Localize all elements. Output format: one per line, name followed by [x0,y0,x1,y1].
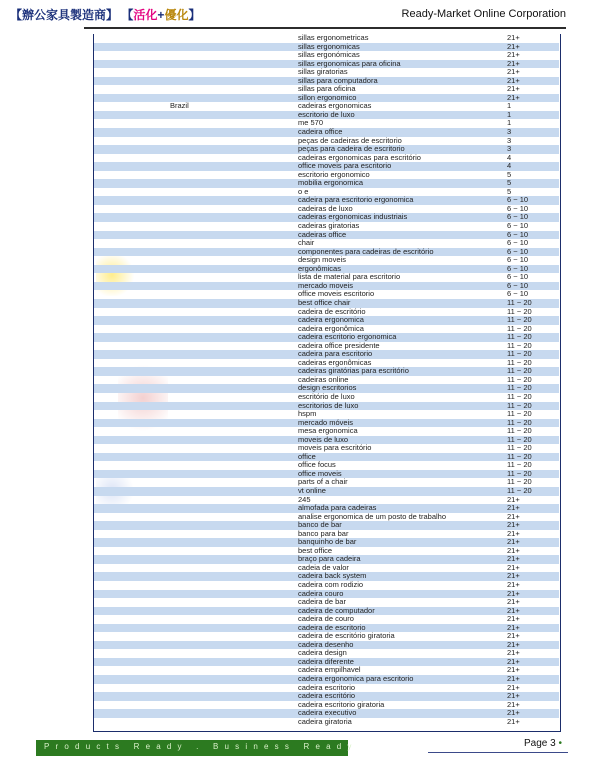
count-cell: 3 [507,135,512,145]
count-cell: 6 ~ 10 [507,263,529,273]
keyword-table [94,34,559,726]
keyword-cell: cadeira com rodizio [298,580,364,589]
count-cell: 21+ [507,691,520,701]
keyword-cell: cadeira de escritorio [298,622,366,632]
keyword-cell: parts of a chair [298,477,348,487]
keyword-cell: analise ergonomica de um posto de trabalho [298,511,447,521]
keyword-cell: cadeira escritório [298,691,356,701]
count-cell: 21+ [507,588,520,598]
keyword-cell: cadeira giratoria [298,716,352,726]
count-cell: 21+ [507,665,520,675]
keyword-cell: braço para cadeira [298,554,361,564]
keyword-cell: o e [298,186,309,196]
keyword-cell: peças de cadeiras de escritorio [298,135,402,145]
keyword-cell: cadeiras office [298,229,347,239]
keyword-cell: sillas giratorias [298,67,348,77]
header-divider [84,27,566,29]
keyword-cell: office [298,451,316,461]
keyword-cell: sillas para oficina [298,84,356,94]
count-cell: 11 ~ 20 [507,443,532,453]
keyword-cell: cadeira diferente [298,656,354,666]
count-cell: 21+ [507,75,520,85]
slogan-part-b: 優化 [164,8,189,22]
table-row [94,111,559,120]
keyword-cell: cadeira para escritorio [298,349,373,359]
keyword-cell: peças para cadeira de escritorio [298,144,405,154]
count-cell: 11 ~ 20 [507,460,532,470]
count-cell: 11 ~ 20 [507,468,532,478]
keyword-cell: cadeira desenho [298,639,354,649]
page-label: Page 3 [524,738,556,749]
keyword-cell: banco de bar [298,520,342,530]
keyword-cell: mercado móveis [298,417,354,427]
count-cell: 11 ~ 20 [507,306,532,316]
keyword-cell: cadeira design [298,648,347,658]
page-header [0,0,600,30]
keyword-cell: cadeira empilhavel [298,665,361,675]
keyword-cell: office moveis para escritorio [298,161,392,171]
table-row [94,444,559,453]
keyword-cell: cadeiras giratórias para escritório [298,366,409,376]
keyword-cell: cadeiras giratorias [298,221,360,231]
count-cell: 11 ~ 20 [507,315,532,325]
keyword-cell: escritório de luxo [298,391,355,401]
table-row [94,231,559,240]
keyword-cell: mercado moveis [298,280,354,290]
count-cell: 21+ [507,597,520,607]
count-cell: 4 [507,161,512,171]
keyword-cell: cadeiras ergonomicas [298,101,372,111]
count-cell: 6 ~ 10 [507,203,529,213]
count-cell: 21+ [507,528,520,538]
count-cell: 6 ~ 10 [507,255,529,265]
keyword-cell: chair [298,238,315,248]
slogan-part-a: 活化 [133,8,158,22]
header-company-en: Ready-Market Online Corporation [401,8,566,20]
count-cell: 21+ [507,503,520,513]
keyword-cell: almofada para cadeiras [298,503,377,513]
count-cell: 6 ~ 10 [507,272,529,282]
keyword-cell: componentes para cadeiras de escritório [298,246,434,256]
count-cell: 6 ~ 10 [507,221,529,231]
footer-divider [428,752,568,753]
keyword-cell: ergonômicas [298,263,341,273]
count-cell: 11 ~ 20 [507,349,532,359]
keyword-cell: cadeira ergonomica para escritorio [298,674,414,684]
keyword-cell: moveis para escritório [298,443,372,453]
keyword-cell: banco para bar [298,528,349,538]
keyword-cell: cadeiras online [298,374,349,384]
count-cell: 11 ~ 20 [507,426,532,436]
count-cell: 21+ [507,545,520,555]
keyword-cell: cadeira escritorio giratoria [298,699,385,709]
table-row [94,718,559,727]
keyword-cell: escritorios de luxo [298,400,359,410]
count-cell: 21+ [507,580,520,589]
count-cell: 4 [507,152,512,162]
count-cell: 6 ~ 10 [507,195,529,205]
count-cell: 11 ~ 20 [507,477,532,487]
count-cell: 11 ~ 20 [507,366,532,376]
keyword-cell: mesa ergonomica [298,426,358,436]
keyword-cell: best office chair [298,297,351,307]
count-cell: 21+ [507,699,520,709]
keyword-cell: cadeira ergonomica [298,315,364,325]
count-cell: 11 ~ 20 [507,485,532,495]
keyword-cell: cadeira couro [298,588,344,598]
keyword-cell: cadeia de valor [298,562,349,572]
count-cell: 21+ [507,656,520,666]
count-cell: 5 [507,186,512,196]
count-cell: 21+ [507,648,520,658]
count-cell: 21+ [507,639,520,649]
slogan-bracket-close: 】 [188,8,201,22]
count-cell: 21+ [507,41,520,51]
keyword-cell: cadeira para escritorio ergonomica [298,195,414,205]
count-cell: 5 [507,178,512,188]
count-cell: 21+ [507,33,520,42]
count-cell: 21+ [507,708,520,718]
header-bracket-close: 】 [106,8,119,22]
count-cell: 21+ [507,554,520,564]
count-cell: 21+ [507,605,520,615]
count-cell: 21+ [507,84,520,94]
count-cell: 11 ~ 20 [507,391,532,401]
count-cell: 11 ~ 20 [507,451,532,461]
keyword-cell: cadeira de escritório [298,306,366,316]
keyword-cell: office focus [298,460,336,470]
count-cell: 1 [507,101,512,111]
keyword-cell: best office [298,545,333,555]
keyword-cell: lista de material para escritorio [298,272,401,282]
keyword-cell: office moveis [298,468,342,478]
count-cell: 21+ [507,537,520,547]
header-bracket-open: 【 [10,8,23,22]
keyword-cell: escritorio de luxo [298,109,355,119]
footer-tagline: Products Ready . Business Ready [44,742,358,751]
header-company-cn: 辦公家具製造商 [22,8,107,22]
keyword-cell: cadeira de computador [298,605,375,615]
count-cell: 11 ~ 20 [507,409,532,419]
count-cell: 11 ~ 20 [507,340,532,350]
keyword-cell: escritorio ergonomico [298,169,370,179]
count-cell: 21+ [507,494,520,504]
keyword-cell: mobilia ergonomica [298,178,364,188]
table-row [94,487,559,496]
count-cell: 11 ~ 20 [507,357,532,367]
count-cell: 11 ~ 20 [507,332,532,342]
keyword-cell: cadeira de bar [298,597,346,607]
count-cell: 21+ [507,614,520,624]
keyword-cell: me 570 [298,118,324,128]
count-cell: 21+ [507,562,520,572]
keyword-cell: cadeira office [298,127,343,137]
keyword-cell: cadeira escritorio ergonomica [298,332,397,342]
keyword-cell: cadeira office presidente [298,340,380,350]
header-title-cn [10,6,200,23]
count-cell: 11 ~ 20 [507,297,532,307]
count-cell: 6 ~ 10 [507,280,529,290]
count-cell: 11 ~ 20 [507,400,532,410]
count-cell: 21+ [507,92,520,102]
count-cell: 21+ [507,631,520,641]
count-cell: 21+ [507,682,520,692]
count-cell: 11 ~ 20 [507,417,532,427]
keyword-cell: sillon ergonomico [298,92,357,102]
count-cell: 6 ~ 10 [507,238,529,248]
slogan-bracket-open: 【 [121,8,134,22]
keyword-cell: 245 [298,494,311,504]
keyword-cell: sillas ergonomicas [298,41,360,51]
count-cell: 11 ~ 20 [507,323,532,333]
table-row [94,402,559,411]
keyword-cell: hspm [298,409,317,419]
footer-tagline-bar [36,740,358,756]
count-cell: 21+ [507,58,520,68]
keyword-cell: cadeiras ergonômicas [298,357,372,367]
keyword-cell: cadeira escritorio [298,682,356,692]
count-cell: 21+ [507,622,520,632]
keyword-cell: cadeiras ergonomicas para escritório [298,152,421,162]
keyword-cell: office moveis escritorio [298,289,375,299]
keyword-cell: sillas ergonomicas para oficina [298,58,401,68]
count-cell: 21+ [507,716,520,726]
keyword-cell: cadeira de escritório giratoria [298,631,395,641]
count-cell: 11 ~ 20 [507,383,532,393]
keyword-cell: sillas ergonometricas [298,33,369,42]
count-cell: 21+ [507,520,520,530]
page-number [524,738,562,749]
count-cell: 6 ~ 10 [507,246,529,256]
page-dot-icon: • [558,738,562,749]
slogan-plus: + [157,8,165,22]
keyword-cell: cadeira back system [298,571,367,581]
keyword-cell: design moveis [298,255,346,265]
count-cell: 21+ [507,50,520,60]
keyword-cell: sillas ergonómicas [298,50,360,60]
keyword-cell: cadeira de couro [298,614,354,624]
keyword-cell: cadeira executivo [298,708,357,718]
keyword-cell: design escritorios [298,383,357,393]
table-row [94,179,559,188]
count-cell: 21+ [507,511,520,521]
count-cell: 3 [507,144,512,154]
count-cell: 1 [507,118,512,128]
count-cell: 11 ~ 20 [507,374,532,384]
keyword-cell: vt online [298,485,326,495]
count-cell: 3 [507,127,512,137]
count-cell: 6 ~ 10 [507,212,529,222]
country-cell: Brazil [170,101,189,111]
count-cell: 21+ [507,571,520,581]
keyword-cell: cadeira ergonômica [298,323,364,333]
count-cell: 21+ [507,67,520,77]
count-cell: 11 ~ 20 [507,434,532,444]
count-cell: 6 ~ 10 [507,229,529,239]
keyword-cell: banquinho de bar [298,537,357,547]
count-cell: 6 ~ 10 [507,289,529,299]
count-cell: 5 [507,169,512,179]
keyword-cell: cadeiras ergonomicas industriais [298,212,408,222]
table-row [94,478,559,487]
keyword-cell: cadeiras de luxo [298,203,353,213]
count-cell: 1 [507,109,512,119]
keyword-cell: moveis de luxo [298,434,349,444]
keyword-cell: sillas para computadora [298,75,378,85]
count-cell: 21+ [507,674,520,684]
